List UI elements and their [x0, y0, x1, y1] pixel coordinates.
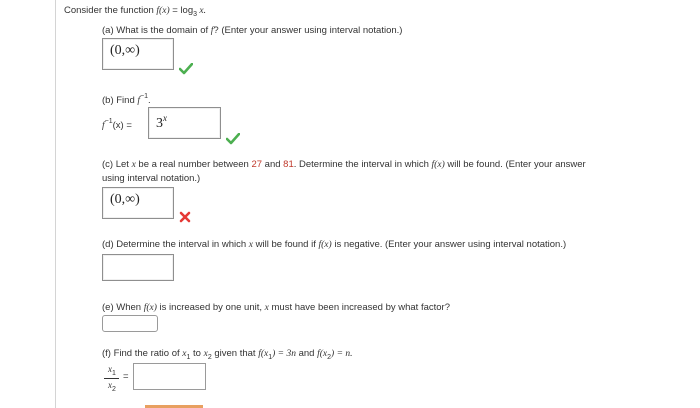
ratio-equals: =	[123, 371, 129, 382]
part-a-answer-value: (0,∞)	[110, 43, 140, 58]
part-c-answer-value: (0,∞)	[110, 192, 140, 207]
part-f-prompt: (f) Find the ratio of $x_1$ to $x_2$ given that $f(x_1) = 3n$ and $f(x_2) = n$.	[102, 348, 353, 361]
cross-icon	[179, 211, 191, 223]
part-c-prompt-line2: using interval notation.)	[102, 173, 201, 184]
part-f-answer-input[interactable]	[133, 363, 206, 390]
part-d-answer-box[interactable]	[102, 254, 174, 281]
part-c-prompt-line1: (c) Let x be a real number between 27 and 81. Determine the interval in which f(x) will be found. (Enter your answer	[102, 159, 586, 170]
check-icon	[226, 133, 240, 145]
part-c-answer-box[interactable]	[102, 187, 174, 219]
ratio-numerator: $x_1$	[108, 364, 116, 377]
part-d-prompt: (d) Determine the interval in which x will be found if f(x) is negative. (Enter your answer using interval notation.)	[102, 239, 567, 250]
part-e-prompt: (e) When f(x) is increased by one unit, x must have been increased by what factor?	[102, 302, 450, 313]
question-intro: Consider the function $f(x) = \log_3 x$.	[64, 5, 206, 18]
part-b-lhs: $f^{-1}(x)$ =	[102, 118, 132, 131]
part-b-prompt: (b) Find $f^{-1}$.	[102, 93, 151, 106]
ratio-denominator: $x_2$	[108, 380, 116, 393]
check-icon	[179, 63, 193, 75]
part-b-answer-value: 3$^x$	[156, 113, 167, 131]
fraction-bar	[104, 378, 119, 379]
part-a-prompt: (a) What is the domain of f? (Enter your answer using interval notation.)	[102, 25, 403, 36]
part-b-answer-box[interactable]	[148, 107, 221, 139]
part-a-answer-box[interactable]	[102, 38, 174, 70]
part-e-answer-input[interactable]	[102, 315, 158, 332]
